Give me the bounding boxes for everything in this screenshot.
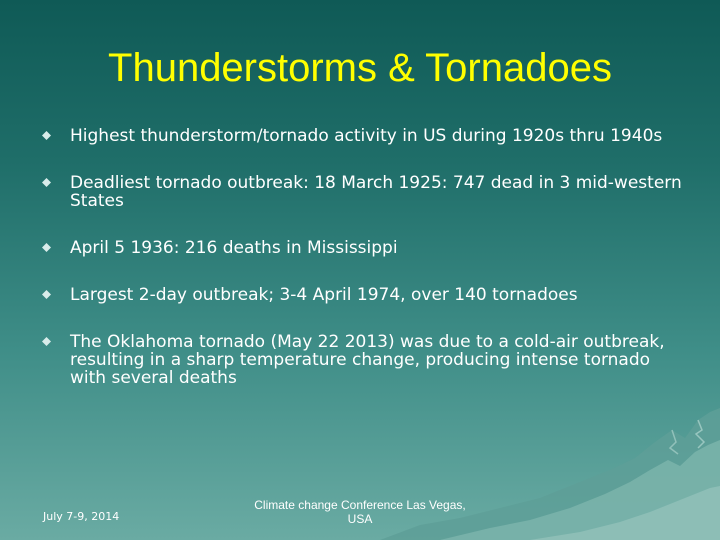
bullet-text: April 5 1936: 216 deaths in Mississippi — [70, 238, 398, 258]
slide-title: Thunderstorms & Tornadoes — [108, 46, 612, 90]
bullet-item — [40, 174, 690, 210]
bullet-item — [40, 333, 690, 387]
diamond-bullet-icon — [42, 337, 51, 346]
bullet-item — [40, 239, 690, 257]
diamond-bullet-icon — [42, 243, 51, 252]
diamond-bullet-icon — [42, 290, 51, 299]
diamond-bullet-icon — [42, 131, 51, 140]
bullet-text: Largest 2-day outbreak; 3-4 April 1974, over 140 tornadoes — [70, 285, 578, 305]
footer-conference: Climate change Conference Las Vegas, USA — [254, 498, 466, 526]
bullet-text: Highest thunderstorm/tornado activity in US during 1920s thru 1940s — [70, 126, 663, 146]
bullet-text: Deadliest tornado outbreak: 18 March 1925: 747 dead in 3 mid-western States — [70, 173, 682, 211]
diamond-bullet-icon — [42, 178, 51, 187]
bullet-text: The Oklahoma tornado (May 22 2013) was due to a cold-air outbreak, resulting in a sharp temperature change, producing intense tornado with several deaths — [70, 332, 665, 388]
bullet-item — [40, 127, 690, 145]
bullet-list — [40, 127, 690, 416]
bullet-item — [40, 286, 690, 304]
footer-date: July 7-9, 2014 — [43, 510, 120, 523]
